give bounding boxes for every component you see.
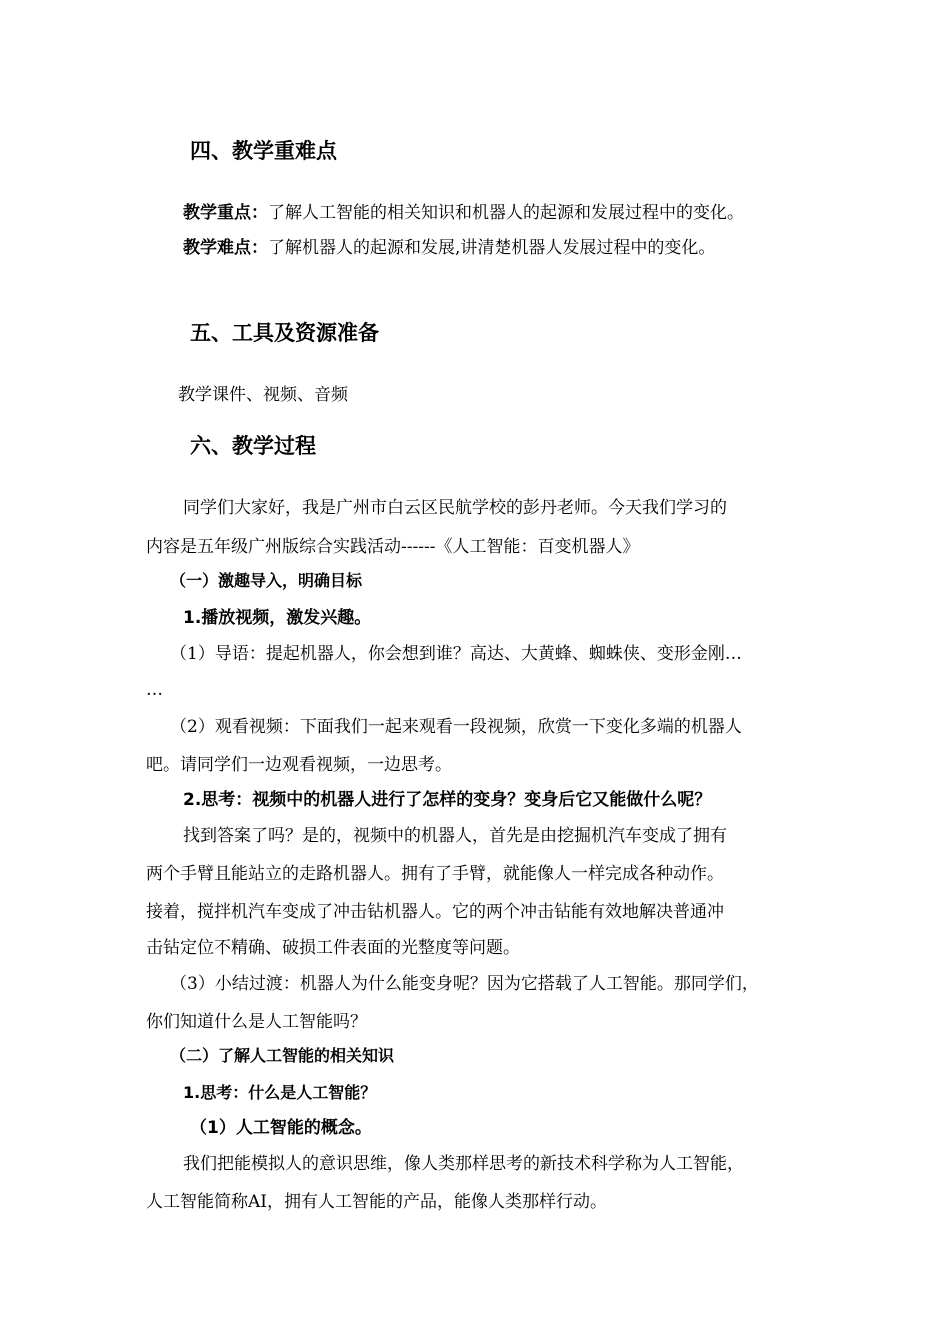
difficult-point-label: 教学难点： (183, 238, 268, 258)
part-2-sub-1: （1）人工智能的概念。 (190, 1118, 372, 1138)
definition-line-2: 人工智能简称AI，拥有人工智能的产品，能像人类那样行动。 (146, 1192, 607, 1212)
difficult-point-line (183, 240, 715, 257)
section-4-heading: 四、教学重难点 (190, 139, 337, 163)
key-point-label: 教学重点： (183, 203, 268, 223)
intro-line-1: 同学们大家好，我是广州市白云区民航学校的彭丹老师。今天我们学习的 (183, 498, 727, 518)
part-1-step-2: 2.思考：视频中的机器人进行了怎样的变身？变身后它又能做什么呢？ (183, 790, 712, 810)
key-point-line (183, 205, 744, 222)
item-2-line-1: （2）观看视频：下面我们一起来观看一段视频，欣赏一下变化多端的机器人 (170, 717, 742, 737)
item-2-line-2: 吧。请同学们一边观看视频，一边思考。 (146, 755, 452, 775)
answer-line-2: 两个手臂且能站立的走路机器人。拥有了手臂，就能像人一样完成各种动作。 (146, 864, 724, 884)
item-3-line-2: 你们知道什么是人工智能吗？ (146, 1012, 367, 1032)
part-1-heading: （一）激趣导入，明确目标 (170, 571, 363, 590)
item-3-line-1: （3）小结过渡：机器人为什么能变身呢？因为它搭载了人工智能。那同学们， (170, 974, 759, 994)
section-5-heading: 五、工具及资源准备 (190, 321, 379, 345)
part-2-step-1: 1.思考：什么是人工智能？ (183, 1083, 377, 1102)
section-6-heading: 六、教学过程 (190, 434, 316, 458)
item-1-line-1: （1）导语：提起机器人，你会想到谁？高达、大黄蜂、蜘蛛侠、变形金刚… (170, 644, 742, 664)
answer-line-4: 击钻定位不精确、破损工件表面的光整度等问题。 (146, 938, 520, 958)
part-1-step-1: 1.播放视频，激发兴趣。 (183, 608, 372, 628)
answer-line-3: 接着，搅拌机汽车变成了冲击钻机器人。它的两个冲击钻能有效地解决普通冲 (146, 902, 724, 922)
resources-text: 教学课件、视频、音频 (178, 385, 348, 405)
item-1-line-2: … (146, 680, 163, 700)
intro-line-2: 内容是五年级广州版综合实践活动------《人工智能：百变机器人》 (146, 537, 640, 557)
definition-line-1: 我们把能模拟人的意识思维，像人类那样思考的新技术科学称为人工智能， (183, 1154, 744, 1174)
difficult-point-text: 了解机器人的起源和发展,讲清楚机器人发展过程中的变化。 (268, 238, 716, 258)
answer-line-1: 找到答案了吗？是的，视频中的机器人，首先是由挖掘机汽车变成了拥有 (183, 826, 727, 846)
part-2-heading: （二）了解人工智能的相关知识 (170, 1046, 395, 1065)
key-point-text: 了解人工智能的相关知识和机器人的起源和发展过程中的变化。 (268, 203, 744, 223)
